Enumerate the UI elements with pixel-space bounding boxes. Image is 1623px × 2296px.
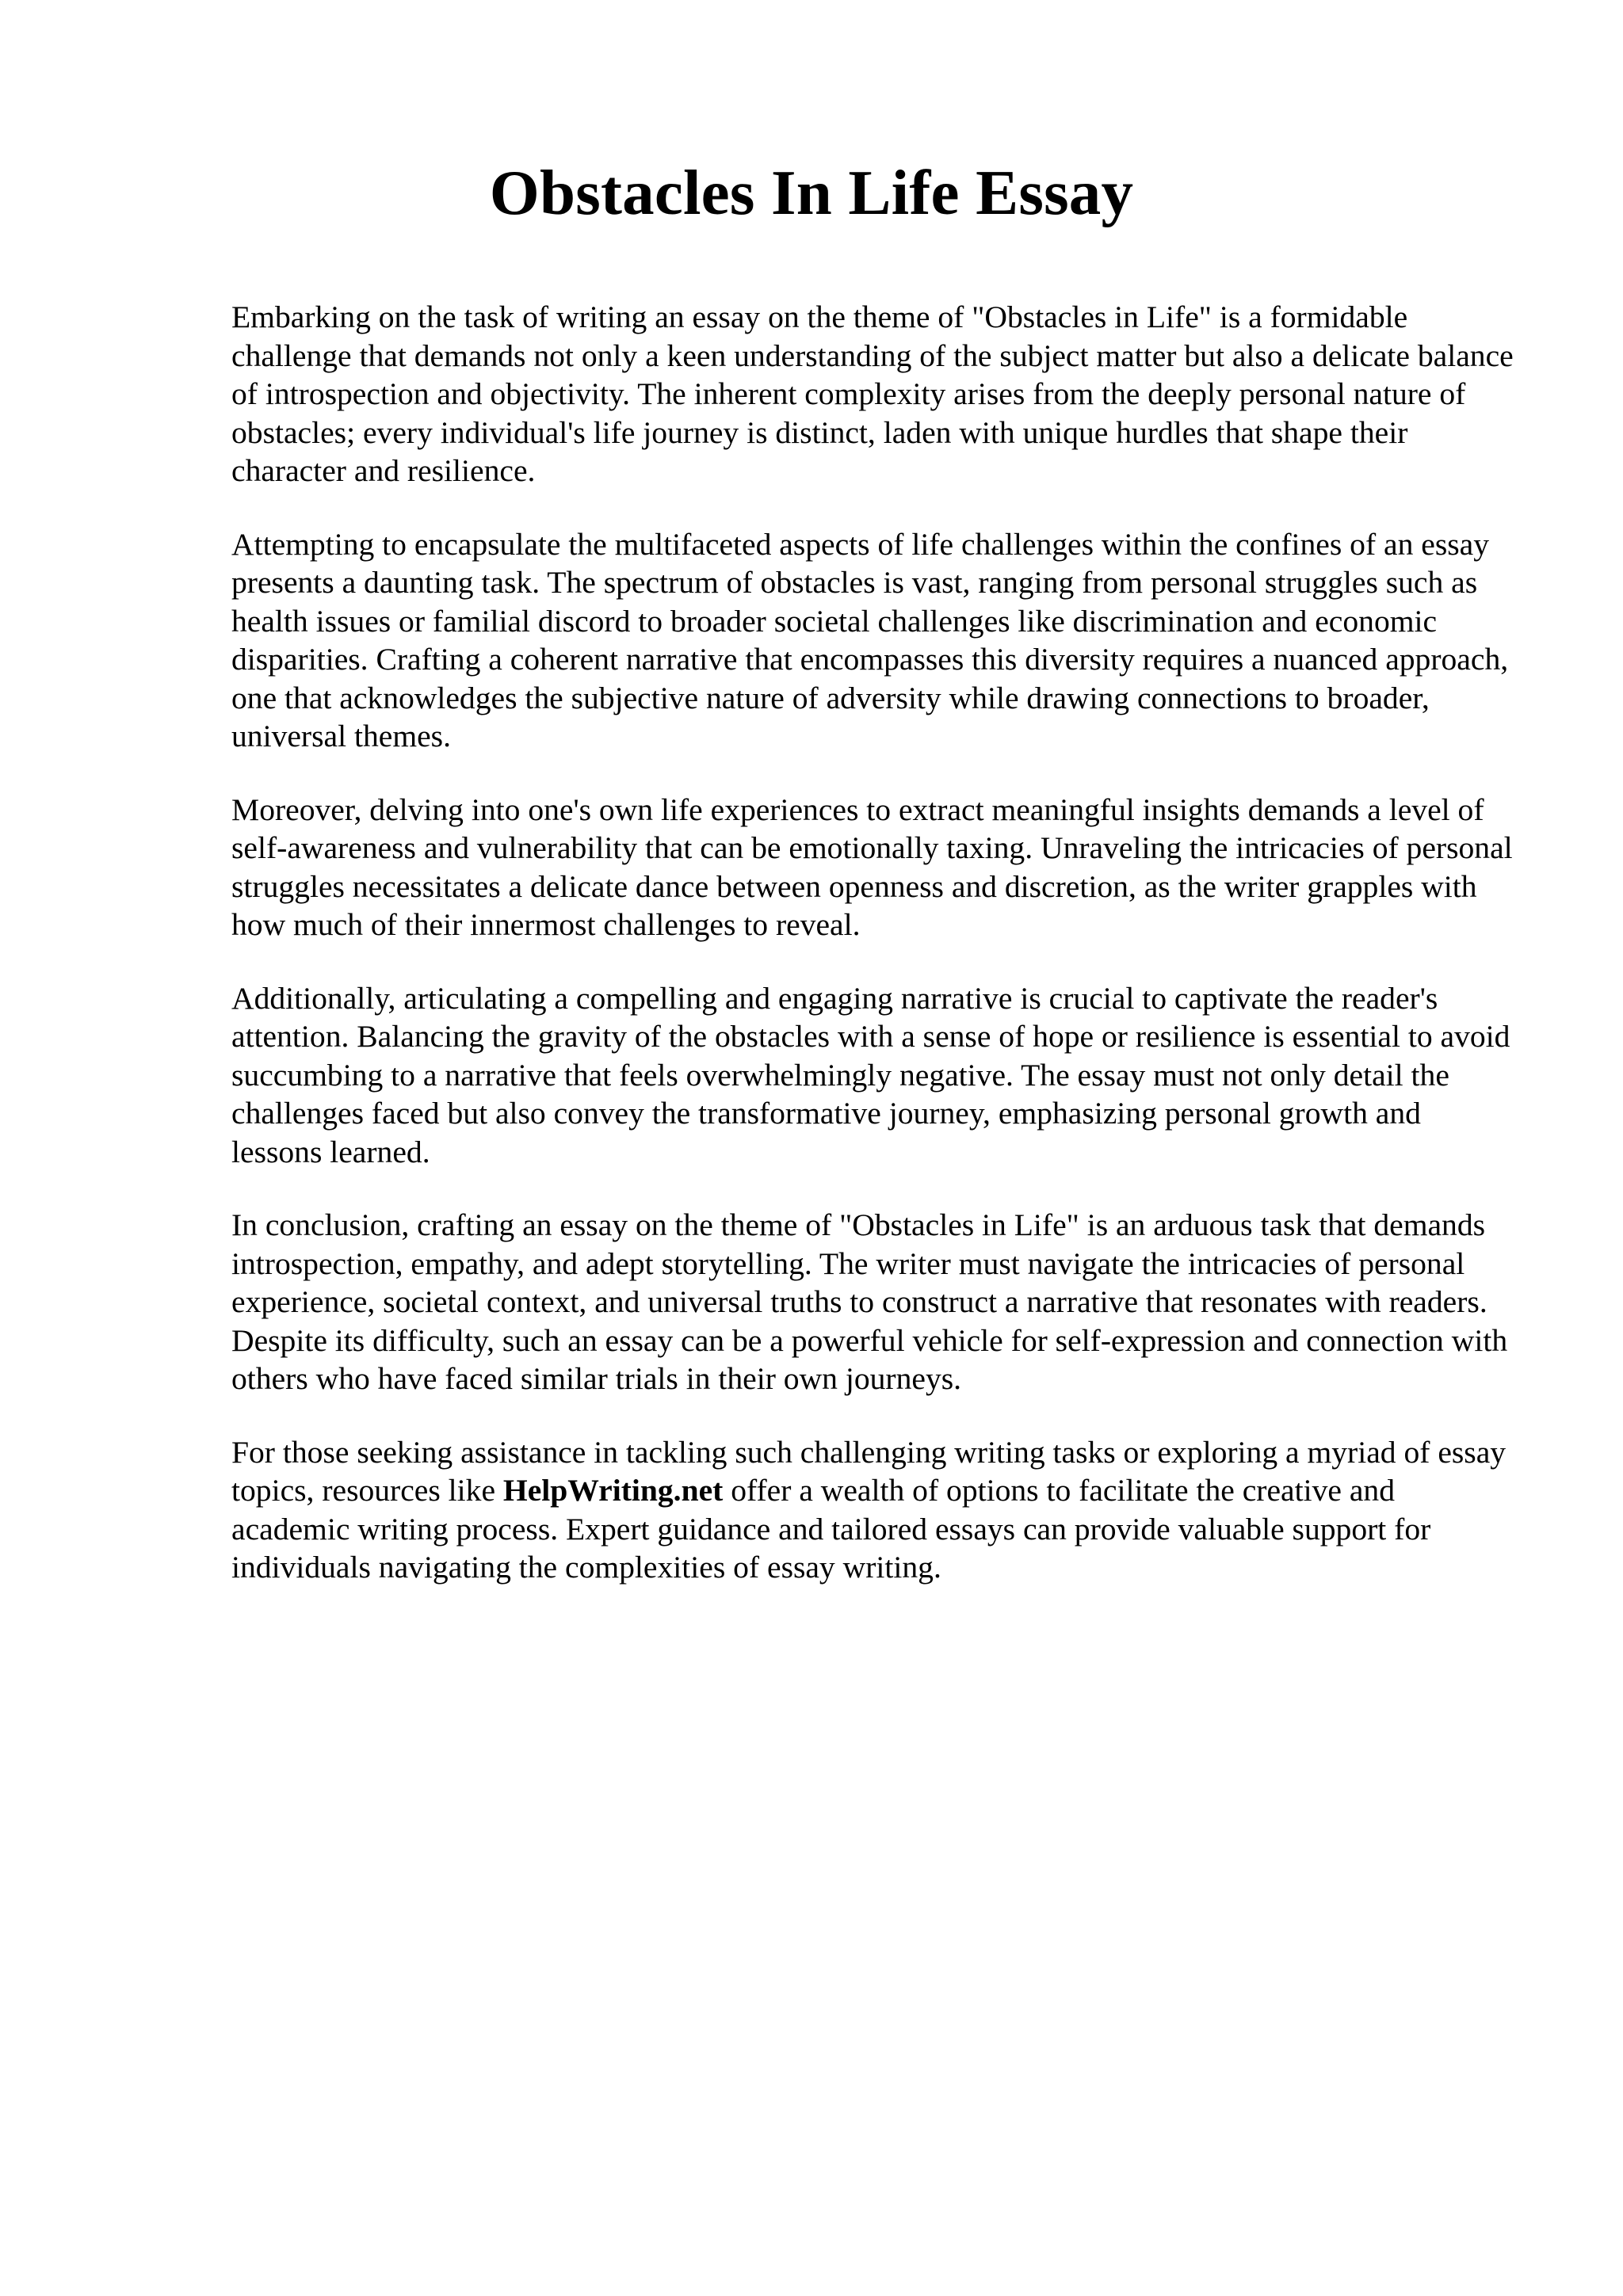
paragraph-conclusion: In conclusion, crafting an essay on the theme of "Obstacles in Life" is an arduous task that demands introspection, empathy, and adept storytelling. The writer must navigate the intricacies of personal experience, societal context, and universal truths to construct a narrative that resonates with readers. Despite its difficulty, such an essay can be a powerful vehicle for self-expression and connection with others who have faced similar trials in their own journeys. [231, 1207, 1508, 1396]
closing-text-before: For those seeking assistance in tackling such challenging writing tasks or exploring a myriad of essay topics, resources like [231, 1434, 1507, 1508]
paragraph-intro: Embarking on the task of writing an essay on the theme of "Obstacles in Life" is a formidable challenge that demands not only a keen understanding of the subject matter but also a delicate balance of introspection and objectivity. The inherent complexity arises from the deeply personal nature of obstacles; every individual's life journey is distinct, laden with unique hurdles that shape their character and resilience. [231, 299, 1514, 488]
document-title: Obstacles In Life Essay [489, 157, 1134, 228]
paragraph-scope: Attempting to encapsulate the multifaceted aspects of life challenges within the confines of an essay presents a daunting task. The spectrum of obstacles is vast, ranging from personal struggles such as health issues or familial discord to broader societal challenges like discrimination and economic disparities. Crafting a coherent narrative that encompasses this diversity requires a nuanced approach, one that acknowledges the subjective nature of adversity while drawing connections to broader, universal themes. [231, 526, 1509, 753]
helpwriting-brand-name: HelpWriting.net [502, 1473, 724, 1508]
document-body [231, 298, 1515, 1622]
paragraph-closing [231, 1433, 1515, 1587]
closing-text-after: offer a wealth of options to facilitate the creative and academic writing process. Expert guidance and tailored essays can provide valuable support for individuals navigating the complexities of essay writing. [231, 1473, 1431, 1585]
paragraph-narrative: Additionally, articulating a compelling and engaging narrative is crucial to captivate the reader's attention. Balancing the gravity of the obstacles with a sense of hope or resilience is essential to avoid succumbing to a narrative that feels overwhelmingly negative. The essay must not only detail the challenges faced but also convey the transformative journey, emphasizing personal growth and lessons learned. [231, 980, 1510, 1169]
paragraph-self-awareness: Moreover, delving into one's own life experiences to extract meaningful insights demands a level of self-awareness and vulnerability that can be emotionally taxing. Unraveling the intricacies of personal struggles necessitates a delicate dance between openness and discretion, as the writer grapples with how much of their innermost challenges to reveal. [231, 791, 1513, 942]
